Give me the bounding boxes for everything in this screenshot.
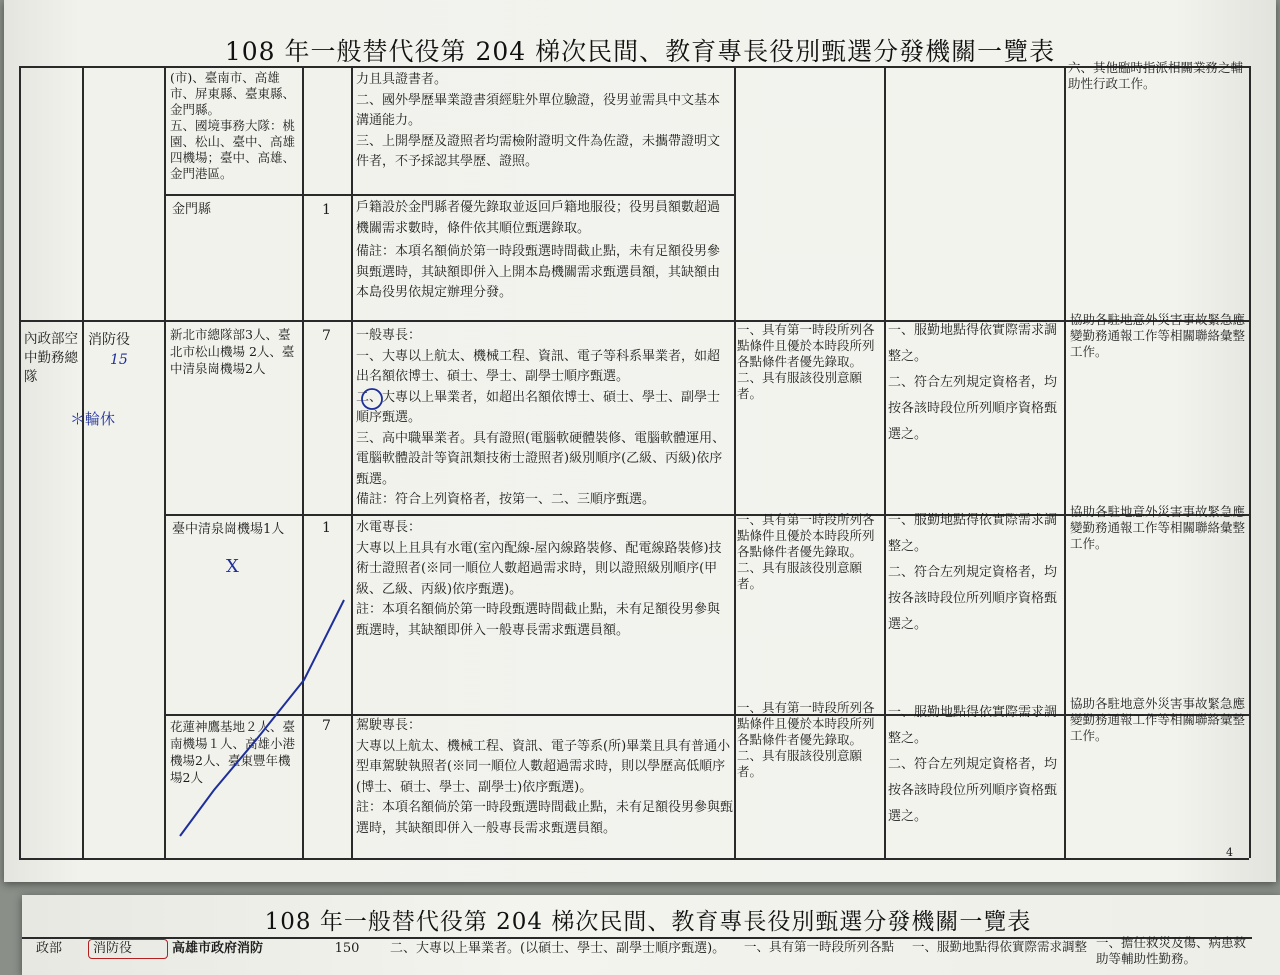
cell-requirement: 水電專長： 大專以上且具有水電(室內配線-屋內線路裝修、配電線路裝修)技術士證照者(※同一順位人數超過需求時，則以證照級別順序(甲級、乙級、丙級)依序甄選)。 註：本項名額倘於第一時段甄選時間截止點，未有足額役男參與甄選時，其缺額即併入一般專長需求甄選員額。 bbox=[356, 520, 722, 638]
cell-location: 金門縣 bbox=[172, 202, 212, 217]
cell-count: 7 bbox=[322, 328, 331, 344]
cell-duty: 一、擔任救災及傷、病患救助等輔助性勤務。 bbox=[1096, 935, 1247, 966]
cell-service: 消防役 bbox=[88, 332, 130, 348]
cell-location: 花蓮神鷹基地２人、臺南機場１人、高雄小港機場2人、臺東豐年機場2人 bbox=[170, 719, 296, 785]
page-title: 108 年一般替代役第 204 梯次民間、教育專長役別甄選分發機關一覽表 bbox=[224, 37, 1056, 66]
cell-adjust: 一、服勤地點得依實際需求調整之。 二、符合左列規定資格者，均按各該時段位所列順序資格甄選之。 bbox=[888, 323, 1058, 442]
cell-duty: 協助各駐地意外災害事故緊急應變勤務通報工作等相關聯絡彙整工作。 bbox=[1070, 504, 1246, 551]
handwritten-note: ＊輪休 bbox=[70, 410, 116, 428]
cell-agency: 內政部空中勤務總隊 bbox=[24, 331, 78, 385]
next-document-page bbox=[22, 895, 1280, 975]
cell-count: 1 bbox=[322, 520, 331, 536]
cell-location: 新北市總隊部3人、臺北市松山機場 2人、臺中清泉崗機場2人 bbox=[170, 327, 295, 376]
cell-adjust: 一、服勤地點得依實際需求調整之。 二、符合左列規定資格者，均按各該時段位所列順序資格甄選之。 bbox=[888, 705, 1058, 824]
cell-duty: 協助各駐地意外災害事故緊急應變勤務通報工作等相關聯絡彙整工作。 bbox=[1070, 696, 1246, 743]
document-page bbox=[4, 0, 1276, 882]
cell-count: 1 bbox=[322, 202, 331, 218]
page-number: 4 bbox=[1226, 846, 1233, 859]
handwritten-strokes bbox=[4, 0, 1276, 882]
cell-priority: 一、具有第一時段所列各點條件且優於本時段所列各點條件者優先錄取。 二、具有服該役別意願者。 bbox=[737, 700, 875, 779]
cell-location: (市)、臺南市、高雄市、屏東縣、臺東縣、金門縣。 五、國境事務大隊：桃園、松山、臺中、高雄四機場；臺中、高雄、金門港區。 bbox=[170, 70, 296, 181]
handwritten-cross: X bbox=[226, 556, 239, 577]
cell-duty: 協助各駐地意外災害事故緊急應變勤務通報工作等相關聯絡彙整工作。 bbox=[1070, 312, 1246, 359]
handwritten-slash-line bbox=[180, 600, 344, 836]
cell-location: 高雄市政府消防 bbox=[172, 941, 264, 956]
cell-count: 7 bbox=[322, 718, 331, 734]
cell-priority: 一、具有第一時段所列各點條件且優於本時段所列各點條件者優先錄取。 二、具有服該役別意願者。 bbox=[737, 512, 875, 591]
cell-agency: 政部 bbox=[36, 941, 63, 956]
cell-note: 備註：本項名額倘於第一時段甄選時間截止點，未有足額役男參與甄選時，其缺額即併入上開本島機關需求甄選員額，其缺額由本島役男依規定辦理分發。 bbox=[356, 244, 721, 300]
cell-priority: 一、具有第一時段所列各點條件且優於本時段所列各點條件者優先錄取。 二、具有服該役別意願者。 bbox=[737, 322, 875, 401]
handwritten-circle bbox=[362, 389, 382, 409]
cell-requirement: 一般專長： 一、大專以上航太、機械工程、資訊、電子等科系畢業者，如超出名額依博士、碩士、學士、副學士順序甄選。 二、大專以上畢業者，如超出名額依博士、碩士、學士、副學士順序甄選。 三、高中職畢業者。具有證照(電腦軟硬體裝修、電腦軟體運用、電腦軟體設計等資訊類技術士證照者)級別順序(乙級、丙級)依序甄選。 備註：符合上列資格者，按第一、二、三順序甄選。 bbox=[356, 328, 726, 507]
cell-adjust: 一、服勤地點得依實際需求調整之。 二、符合左列規定資格者，均按各該時段位所列順序資格甄選之。 bbox=[888, 513, 1058, 632]
cell-requirement: 駕駛專長： 大專以上航太、機械工程、資訊、電子等系(所)畢業且具有普通小型車駕駛執照者(※同一順位人數超過需求時，則以學歷高低順序(博士、碩士、學士、副學士)依序甄選)。 註：本項名額倘於第一時段甄選時間截止點，未有足額役男參與甄選時，其缺額即併入一般專長需求甄選員額。 bbox=[356, 718, 734, 836]
cell-location: 臺中清泉崗機場1人 bbox=[172, 522, 285, 537]
cell-requirement: 戶籍設於金門縣者優先錄取並返回戶籍地服役；役男員額數超過機關需求數時，條件依其順位甄選錄取。 bbox=[356, 200, 721, 236]
cell-service: 消防役 bbox=[88, 939, 168, 959]
cell-requirement: 力且具證書者。 二、國外學歷畢業證書須經駐外單位驗證，役男並需具中文基本溝通能力。 三、上開學歷及證照者均需檢附證明文件為佐證，未攜帶證明文件者，不予採認其學歷、證照。 bbox=[356, 72, 721, 169]
cell-duty: 六、其他臨時指派相關業務之輔助性行政工作。 bbox=[1068, 60, 1244, 91]
cell-requirement: 二、大專以上畢業者。(以碩士、學士、副學士順序甄選)。 bbox=[390, 941, 726, 956]
cell-count: 150 bbox=[334, 941, 360, 956]
cell-priority: 一、具有第一時段所列各點 bbox=[744, 939, 895, 954]
cell-adjust: 一、服勤地點得依實際需求調整 bbox=[912, 939, 1088, 954]
next-page-title: 108 年一般替代役第 204 梯次民間、教育專長役別甄選分發機關一覽表 bbox=[264, 909, 1032, 935]
handwritten-count: 15 bbox=[110, 352, 128, 368]
